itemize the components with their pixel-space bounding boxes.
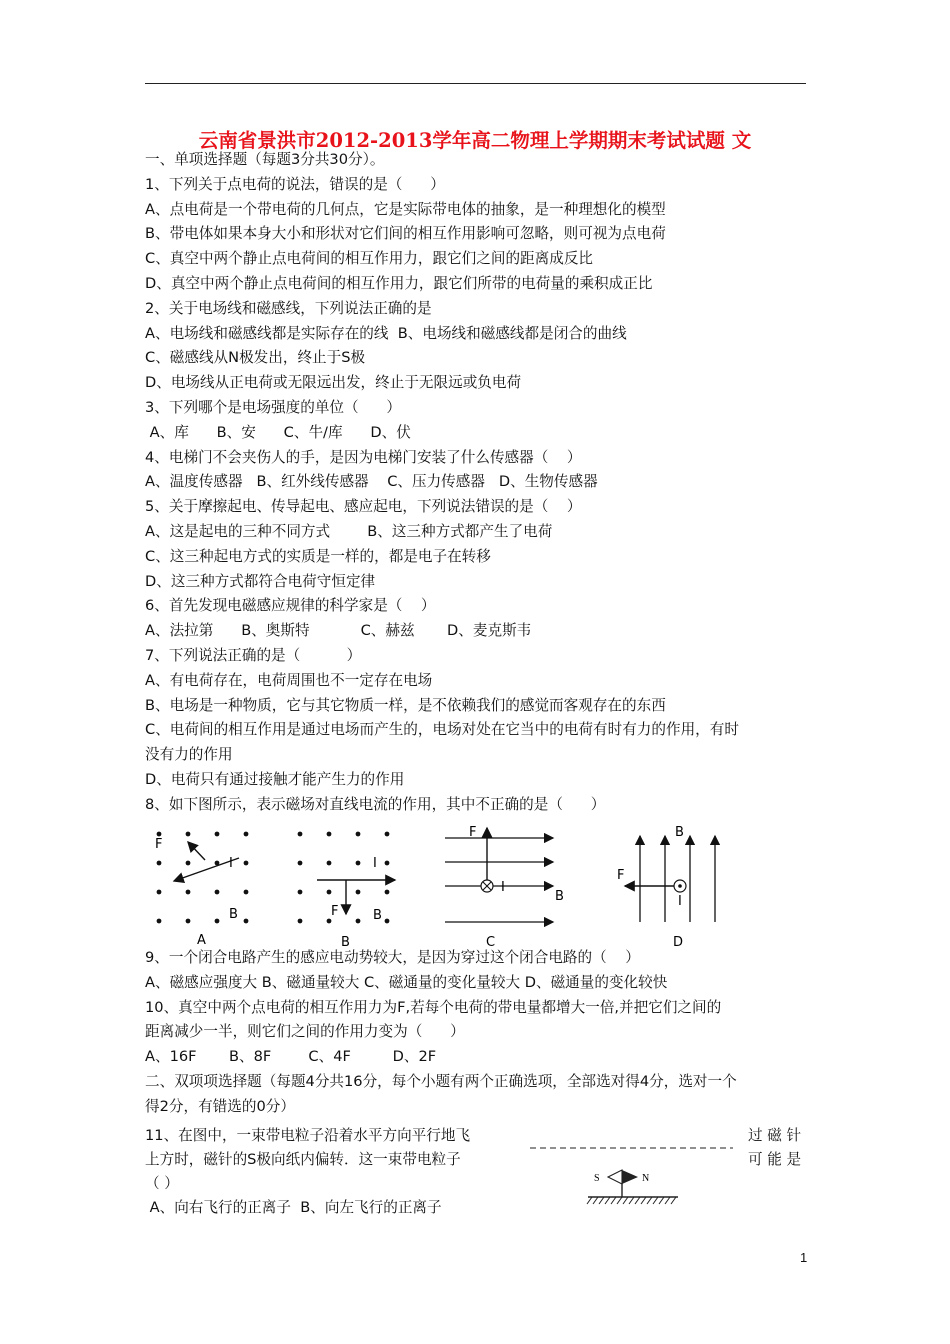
text-line: C、真空中两个静止点电荷间的相互作用力，跟它们之间的距离成反比 xyxy=(145,250,594,268)
field-dot xyxy=(385,861,390,866)
text-line: 4、电梯门不会夹伤人的手，是因为电梯门安装了什么传感器（ ） xyxy=(145,448,582,466)
text-line: A、有电荷存在，电荷周围也不一定存在电场 xyxy=(145,671,433,689)
label-c-i: I xyxy=(501,880,505,895)
field-dot xyxy=(186,919,191,924)
label-c-f: F xyxy=(469,825,477,840)
text-line: B、电场是一种物质，它与其它物质一样，是不依赖我们的感觉而客观存在的东西 xyxy=(145,696,666,714)
field-dot xyxy=(157,861,162,866)
text-line: B、带电体如果本身大小和形状对它们间的相互作用影响可忽略，则可视为点电荷 xyxy=(145,225,666,243)
field-dot xyxy=(327,861,332,866)
text-line: 5、关于摩擦起电、传导起电、感应起电，下列说法错误的是（ ） xyxy=(145,498,582,516)
force-diagrams xyxy=(145,822,815,952)
text-line: 2、关于电场线和磁感线，下列说法正确的是 xyxy=(145,299,432,317)
caption-a: A xyxy=(197,933,206,948)
field-dot xyxy=(385,919,390,924)
diagram-d xyxy=(617,825,715,950)
text-line: 3、下列哪个是电场强度的单位（ ） xyxy=(145,399,402,416)
page-number: 1 xyxy=(800,1250,808,1265)
text-line: A、点电荷是一个带电荷的几何点，它是实际带电体的抽象，是一种理想化的模型 xyxy=(145,200,666,218)
label-d-i: I xyxy=(678,894,682,909)
text-line: A、16F B、8F C、4F D、2F xyxy=(145,1048,437,1066)
field-dot xyxy=(327,890,332,895)
field-dot xyxy=(327,832,332,837)
caption-d: D xyxy=(673,935,684,950)
text-line: 9、一个闭合电路产生的感应电动势较大，是因为穿过这个闭合电路的（ ） xyxy=(145,949,640,966)
field-dot xyxy=(215,919,220,924)
text-line: C、这三种起电方式的实质是一样的，都是电子在转移 xyxy=(145,547,491,565)
text-line: 二、双项项选择题（每题4分共16分，每个小题有两个正确选项，全部选对得4分，选对一个 xyxy=(145,1073,737,1090)
text-line: 没有力的作用 xyxy=(145,746,233,764)
text-line: A、这是起电的三种不同方式 B、这三种方式都产生了电荷 xyxy=(145,523,553,540)
text-line: C、电荷间的相互作用是通过电场而产生的，电场对处在它当中的电荷有时有力的作用，有时 xyxy=(145,721,739,739)
field-dot xyxy=(215,890,220,895)
force-arrow-a xyxy=(188,842,205,860)
caption-c: C xyxy=(486,935,496,950)
label-d-f: F xyxy=(617,868,625,883)
field-dot xyxy=(298,919,303,924)
question-8-figure xyxy=(145,822,815,952)
field-dot xyxy=(157,919,162,924)
needle-s xyxy=(608,1170,622,1184)
field-dot xyxy=(356,919,361,924)
field-dot xyxy=(298,861,303,866)
field-dot xyxy=(298,832,303,837)
compass-n-label: N xyxy=(642,1173,650,1184)
field-dot xyxy=(244,919,249,924)
q11-line-right: 过 磁 针 xyxy=(748,1127,802,1144)
field-dot xyxy=(186,861,191,866)
q11-options: A、向右飞行的正离子 B、向左飞行的正离子 xyxy=(145,1199,442,1216)
text-line: A、电场线和磁感线都是实际存在的线 B、电场线和磁感线都是闭合的曲线 xyxy=(145,324,627,342)
question-11-text xyxy=(145,1124,525,1220)
diagram-a xyxy=(155,832,248,948)
field-dot xyxy=(356,861,361,866)
text-line: D、电场线从正电荷或无限远出发，终止于无限远或负电荷 xyxy=(145,374,522,392)
text-line: 一、单项选择题（每题3分共30分）。 xyxy=(145,151,385,168)
compass-s-label: S xyxy=(594,1173,600,1184)
q11-line-right: 可 能 是 xyxy=(748,1151,802,1168)
caption-b: B xyxy=(341,935,350,950)
text-line: 8、如下图所示，表示磁场对直线电流的作用，其中不正确的是（ ） xyxy=(145,795,606,813)
label-b-b: B xyxy=(373,908,382,923)
label-d-b: B xyxy=(675,825,684,840)
field-dot xyxy=(186,832,191,837)
text-line: A、磁感应强度大 B、磁通量较大 C、磁通量的变化量较大 D、磁通量的变化较快 xyxy=(145,973,668,991)
text-line: 1、下列关于点电荷的说法，错误的是（ ） xyxy=(145,175,445,193)
text-line: 6、首先发现电磁感应规律的科学家是（ ） xyxy=(145,597,436,615)
text-line: D、真空中两个静止点电荷间的相互作用力，跟它们所带的电荷量的乘积成正比 xyxy=(145,275,653,292)
compass-figure xyxy=(528,1140,738,1210)
field-dot xyxy=(356,890,361,895)
field-dot xyxy=(356,832,361,837)
q11-line: （ ） xyxy=(145,1175,179,1192)
field-dot xyxy=(157,832,162,837)
question-11-text-right xyxy=(748,1124,808,1172)
field-dot xyxy=(327,919,332,924)
field-dot xyxy=(157,890,162,895)
field-dot xyxy=(244,861,249,866)
field-dot xyxy=(186,890,191,895)
label-b-i: I xyxy=(373,856,377,871)
q11-line: 上方时，磁针的S极向纸内偏转．这一束带电粒子 xyxy=(145,1151,461,1168)
text-line: D、这三种方式都符合电荷守恒定律 xyxy=(145,572,376,590)
text-line: A、法拉第 B、奥斯特 C、赫兹 D、麦克斯韦 xyxy=(145,622,532,640)
label-c-b: B xyxy=(555,889,564,904)
page-title: 云南省景洪市2012-2013学年高二物理上学期期末考试试题 文 xyxy=(198,129,752,152)
text-line: D、电荷只有通过接触才能产生力的作用 xyxy=(145,771,405,788)
label-a-i: I xyxy=(229,856,233,871)
diagram-b xyxy=(298,832,395,950)
field-dot xyxy=(385,890,390,895)
header-rule xyxy=(145,83,806,84)
label-a-b: B xyxy=(229,907,238,922)
diagram-c xyxy=(445,825,564,950)
field-dot xyxy=(244,890,249,895)
text-line: C、磁感线从N极发出，终止于S极 xyxy=(145,349,366,367)
text-line: 7、下列说法正确的是（ ） xyxy=(145,647,362,664)
text-line: 距离减少一半，则它们之间的作用力变为（ ） xyxy=(145,1023,465,1041)
needle-n xyxy=(622,1170,638,1184)
label-b-f: F xyxy=(331,904,339,919)
text-line: 10、真空中两个点电荷的相互作用力为F,若每个电荷的带电量都增大一倍,并把它们之间的 xyxy=(145,998,722,1016)
label-a-f: F xyxy=(155,837,163,852)
text-line: A、温度传感器 B、红外线传感器 C、压力传感器 D、生物传感器 xyxy=(145,473,598,491)
field-dot xyxy=(298,890,303,895)
q11-line: 11、在图中，一束带电粒子沿着水平方向平行地飞 xyxy=(145,1127,471,1144)
field-dot xyxy=(244,832,249,837)
field-dot xyxy=(215,832,220,837)
text-line: 得2分，有错选的0分） xyxy=(145,1097,295,1115)
text-line: A、库 B、安 C、牛/库 D、伏 xyxy=(145,423,411,441)
field-dot xyxy=(385,832,390,837)
